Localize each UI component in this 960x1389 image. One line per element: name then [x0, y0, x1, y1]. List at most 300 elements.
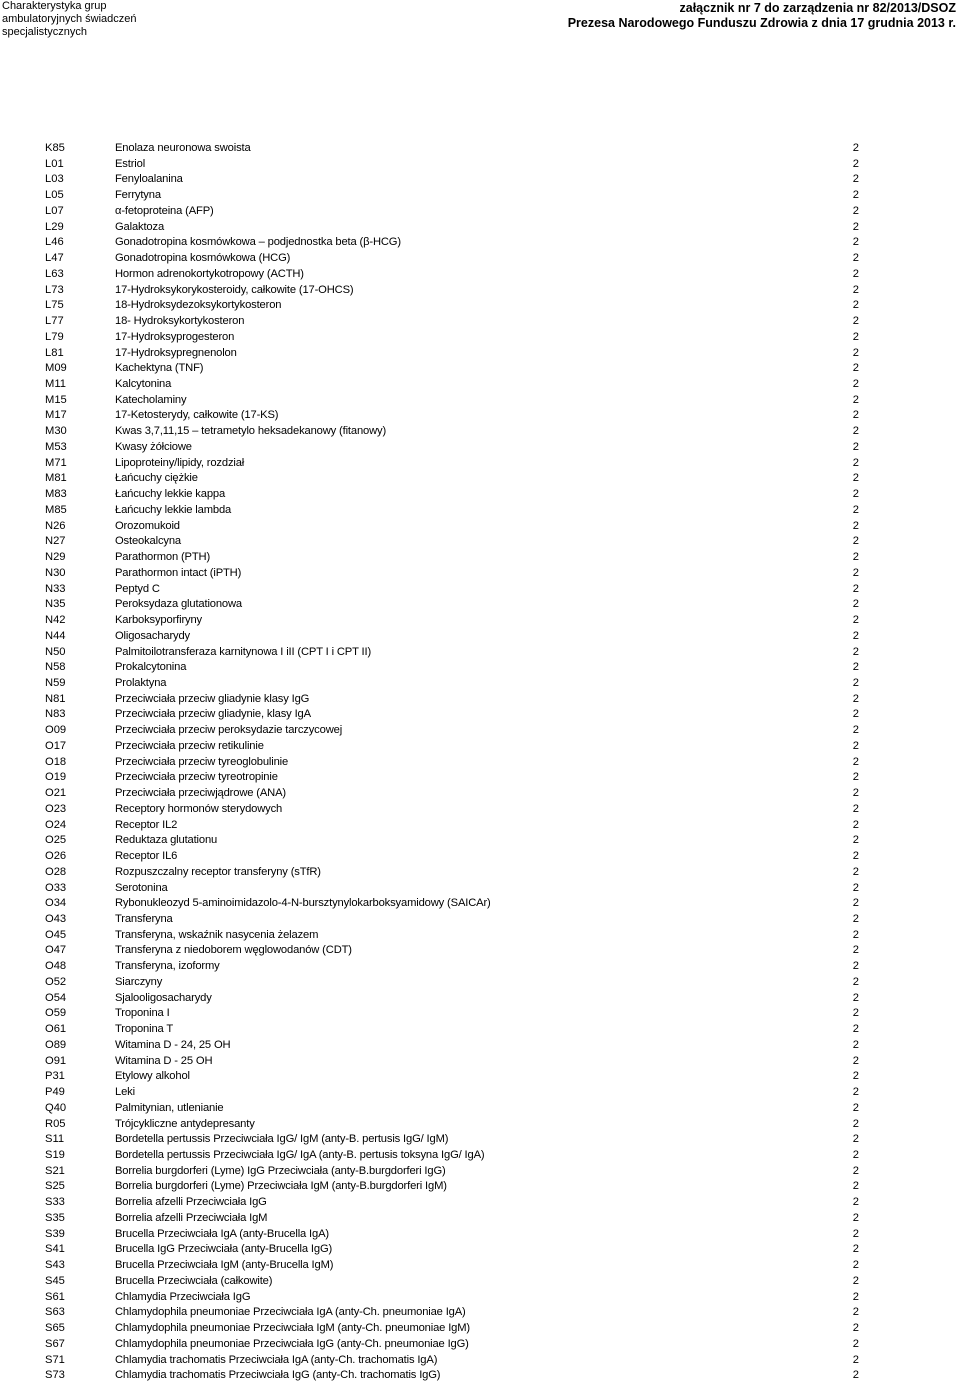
row-value: 2 — [852, 865, 859, 878]
row-code: O26 — [45, 850, 67, 863]
row-code: O23 — [45, 802, 67, 815]
table-row — [0, 393, 960, 409]
table-row — [0, 1337, 960, 1353]
table-row — [0, 1321, 960, 1337]
table-row — [0, 1006, 960, 1022]
row-name: Transferyna, izoformy — [115, 960, 220, 973]
row-code: O21 — [45, 787, 67, 800]
row-value: 2 — [852, 330, 859, 343]
row-name: Łańcuchy lekkie kappa — [115, 488, 226, 501]
table-row — [0, 1117, 960, 1133]
table-row — [0, 440, 960, 456]
row-code: Q40 — [45, 1101, 67, 1114]
row-code: O47 — [45, 944, 67, 957]
row-name: Sjalooligosacharydy — [115, 991, 212, 1004]
row-value: 2 — [852, 1149, 859, 1161]
row-name: 18- Hydroksykortykosteron — [115, 315, 245, 328]
table-row — [0, 235, 960, 251]
row-name: Prokalcytonina — [115, 661, 187, 674]
row-code: N83 — [45, 708, 66, 721]
table-row — [0, 1195, 960, 1211]
row-name: Kachektyna (TNF) — [115, 362, 204, 375]
row-code: M11 — [45, 378, 66, 391]
row-value: 2 — [852, 236, 859, 249]
row-code: L73 — [45, 283, 64, 296]
row-code: L01 — [45, 157, 64, 170]
row-code: N35 — [45, 598, 66, 611]
row-code: N26 — [45, 519, 66, 532]
row-name: Brucella Przeciwciała IgM (anty-Brucella IgM) — [115, 1259, 334, 1272]
row-value: 2 — [852, 755, 859, 768]
row-value: 2 — [852, 1353, 859, 1366]
table-row — [0, 204, 960, 220]
row-name: Chlamydophila pneumoniae Przeciwciała IgM (anty-Ch. pneumoniae IgM) — [115, 1322, 470, 1335]
row-name: Borrelia afzelli Przeciwciała IgG — [115, 1196, 267, 1209]
row-code: L07 — [45, 204, 64, 217]
row-code: N58 — [45, 661, 66, 674]
row-name: Rybonukleozyd 5-aminoimidazolo-4-N-bursztynylokarboksyamidowy (SAICAr) — [115, 897, 491, 910]
row-code: M81 — [45, 472, 67, 485]
row-name: Przeciwciała przeciw gliadynie, klasy IgA — [115, 708, 311, 721]
table-row — [0, 188, 960, 204]
row-name: Gonadotropina kosmówkowa (HCG) — [115, 252, 291, 265]
row-value: 2 — [852, 551, 859, 564]
table-row — [0, 991, 960, 1007]
row-code: O59 — [45, 1007, 67, 1020]
row-value: 2 — [852, 1007, 859, 1020]
row-code: S73 — [45, 1369, 65, 1382]
row-code: L05 — [45, 189, 64, 202]
row-name: Transferyna — [115, 912, 173, 925]
row-value: 2 — [852, 818, 859, 831]
table-row — [0, 865, 960, 881]
row-code: S63 — [45, 1306, 65, 1319]
row-value: 2 — [852, 739, 859, 752]
row-value: 2 — [852, 692, 859, 705]
row-value: 2 — [852, 157, 859, 170]
row-value: 2 — [852, 975, 859, 988]
row-value: 2 — [852, 802, 859, 815]
row-value: 2 — [852, 440, 859, 453]
row-value: 2 — [852, 346, 859, 359]
row-value: 2 — [852, 850, 859, 863]
row-name: 17-Ketosterydy, całkowite (17-KS) — [115, 409, 279, 422]
row-value: 2 — [852, 252, 859, 265]
row-code: S21 — [45, 1164, 65, 1177]
row-code: M71 — [45, 456, 67, 469]
table-row — [0, 1038, 960, 1054]
row-code: L75 — [45, 299, 64, 312]
row-value: 2 — [852, 1054, 859, 1067]
table-row — [0, 471, 960, 487]
row-name: Parathormon intact (iPTH) — [115, 566, 242, 579]
row-name: Brucella Przeciwciała (całkowite) — [115, 1274, 273, 1287]
row-code: M15 — [45, 393, 67, 406]
row-code: O18 — [45, 755, 67, 768]
table-row — [0, 786, 960, 802]
row-name: Ferrytyna — [115, 189, 161, 202]
table-row — [0, 1242, 960, 1258]
row-name: Przeciwciała przeciw gliadynie klasy IgG — [115, 692, 310, 705]
row-value: 2 — [852, 629, 859, 642]
table-row — [0, 597, 960, 613]
row-name: Reduktaza glutationu — [115, 834, 218, 847]
row-value: 2 — [852, 614, 859, 627]
row-value: 2 — [852, 535, 859, 548]
row-value: 2 — [852, 1322, 859, 1335]
row-value: 2 — [852, 1337, 859, 1350]
table-row — [0, 503, 960, 519]
row-code: S11 — [45, 1133, 65, 1146]
row-value: 2 — [852, 912, 859, 925]
table-row — [0, 943, 960, 959]
row-name: Chlamydophila pneumoniae Przeciwciała IgA (anty-Ch. pneumoniae IgA) — [115, 1306, 466, 1319]
row-code: O25 — [45, 834, 67, 847]
row-code: L63 — [45, 267, 64, 280]
row-name: Kalcytonina — [115, 378, 172, 391]
row-name: Palmitoilotransferaza karnitynowa I iII (CPT I i CPT II) — [115, 645, 372, 658]
row-name: Brucella IgG Przeciwciała (anty-Brucella IgG) — [115, 1243, 333, 1256]
table-row — [0, 346, 960, 362]
row-name: Przeciwciała przeciw peroksydazie tarczycowej — [115, 724, 343, 737]
table-row — [0, 1069, 960, 1085]
table-row — [0, 283, 960, 299]
row-name: Chlamydia Przeciwciała IgG — [115, 1290, 251, 1303]
row-value: 2 — [852, 1290, 859, 1303]
row-code: N50 — [45, 645, 66, 658]
row-code: S71 — [45, 1353, 65, 1366]
row-code: O43 — [45, 912, 67, 925]
row-value: 2 — [852, 1259, 859, 1272]
table-row — [0, 456, 960, 472]
row-value: 2 — [852, 519, 859, 532]
row-name: Peroksydaza glutationowa — [115, 598, 243, 611]
row-name: Bordetella pertussis Przeciwciała IgG/ IgM (anty-B. pertusis IgG/ IgM) — [115, 1133, 449, 1146]
row-value: 2 — [852, 708, 859, 721]
table-row — [0, 424, 960, 440]
header-right-line: Prezesa Narodowego Funduszu Zdrowia z dnia 17 grudnia 2013 r. — [567, 16, 956, 30]
table-row — [0, 975, 960, 991]
row-name: Transferyna z niedoborem węglowodanów (CDT) — [115, 944, 352, 957]
row-value: 2 — [852, 283, 859, 296]
table-row — [0, 298, 960, 314]
row-code: S67 — [45, 1337, 65, 1350]
row-code: N27 — [45, 535, 66, 548]
row-value: 2 — [852, 928, 859, 941]
table-row — [0, 723, 960, 739]
table-row — [0, 1305, 960, 1321]
row-code: N44 — [45, 629, 66, 642]
table-row — [0, 1368, 960, 1384]
row-name: Siarczyny — [115, 975, 163, 988]
row-name: Serotonina — [115, 881, 168, 894]
row-value: 2 — [852, 142, 859, 154]
table-row — [0, 141, 960, 157]
row-code: L77 — [45, 315, 64, 328]
row-value: 2 — [852, 944, 859, 957]
row-code: N42 — [45, 614, 66, 627]
row-name: Palmitynian, utlenianie — [115, 1101, 224, 1114]
row-code: O91 — [45, 1054, 67, 1067]
table-row — [0, 1054, 960, 1070]
row-name: Transferyna, wskaźnik nasycenia żelazem — [115, 928, 319, 941]
table-row — [0, 1132, 960, 1148]
row-name: Oligosacharydy — [115, 629, 191, 642]
row-code: O52 — [45, 975, 67, 988]
table-row — [0, 267, 960, 283]
table-row — [0, 629, 960, 645]
row-code: O34 — [45, 897, 67, 910]
table-row — [0, 928, 960, 944]
table-row — [0, 1211, 960, 1227]
row-value: 2 — [852, 787, 859, 800]
row-code: P49 — [45, 1086, 65, 1099]
row-code: M30 — [45, 425, 67, 438]
row-value: 2 — [852, 299, 859, 312]
table-row — [0, 534, 960, 550]
row-value: 2 — [852, 582, 859, 595]
row-code: S45 — [45, 1274, 65, 1287]
row-name: Receptor IL6 — [115, 850, 178, 863]
row-value: 2 — [852, 676, 859, 689]
table-row — [0, 1085, 960, 1101]
row-value: 2 — [852, 378, 859, 391]
row-code: S33 — [45, 1196, 65, 1209]
row-value: 2 — [852, 645, 859, 658]
row-name: 17-Hydroksyprogesteron — [115, 330, 235, 343]
row-code: L47 — [45, 252, 64, 265]
row-code: O33 — [45, 881, 67, 894]
row-value: 2 — [852, 315, 859, 328]
table-row — [0, 833, 960, 849]
table-row — [0, 896, 960, 912]
row-name: Parathormon (PTH) — [115, 551, 211, 564]
row-name: Witamina D - 25 OH — [115, 1054, 213, 1067]
row-name: Gonadotropina kosmówkowa – podjednostka beta (β-HCG) — [115, 236, 401, 249]
row-code: O24 — [45, 818, 67, 831]
row-name: Enolaza neuronowa swoista — [115, 142, 251, 154]
header-right-line: załącznik nr 7 do zarządzenia nr 82/2013/DSOZ — [679, 1, 956, 15]
row-name: 17-Hydroksypregnenolon — [115, 346, 237, 359]
row-code: M17 — [45, 409, 67, 422]
row-name: Łańcuchy lekkie lambda — [115, 503, 232, 516]
row-name: Witamina D - 24, 25 OH — [115, 1038, 231, 1051]
table-row — [0, 676, 960, 692]
table-row — [0, 566, 960, 582]
table-row — [0, 1353, 960, 1369]
row-value: 2 — [852, 362, 859, 375]
table-row — [0, 1179, 960, 1195]
table-row — [0, 550, 960, 566]
row-value: 2 — [852, 991, 859, 1004]
table-row — [0, 172, 960, 188]
row-value: 2 — [852, 1274, 859, 1287]
row-code: M85 — [45, 503, 67, 516]
row-value: 2 — [852, 204, 859, 217]
row-value: 2 — [852, 1086, 859, 1099]
table-row — [0, 519, 960, 535]
table-row — [0, 802, 960, 818]
row-value: 2 — [852, 1133, 859, 1146]
row-code: S25 — [45, 1180, 65, 1193]
row-name: α-fetoproteina (AFP) — [115, 204, 214, 217]
table-row — [0, 755, 960, 771]
row-code: L03 — [45, 173, 64, 186]
row-code: N29 — [45, 551, 66, 564]
row-value: 2 — [852, 1180, 859, 1193]
row-code: L81 — [45, 346, 64, 359]
row-code: M53 — [45, 440, 67, 453]
row-name: Receptory hormonów sterydowych — [115, 802, 283, 815]
table-row — [0, 1274, 960, 1290]
row-value: 2 — [852, 1101, 859, 1114]
row-value: 2 — [852, 1117, 859, 1130]
row-name: Etylowy alkohol — [115, 1070, 190, 1083]
row-name: Kwas 3,7,11,15 – tetrametylo heksadekanowy (fitanowy) — [115, 425, 387, 438]
row-value: 2 — [852, 1038, 859, 1051]
row-name: Chlamydophila pneumoniae Przeciwciała IgG (anty-Ch. pneumoniae IgG) — [115, 1337, 469, 1350]
row-name: Receptor IL2 — [115, 818, 178, 831]
table-row — [0, 408, 960, 424]
row-value: 2 — [852, 960, 859, 973]
row-value: 2 — [852, 472, 859, 485]
row-code: N33 — [45, 582, 66, 595]
row-value: 2 — [852, 834, 859, 847]
row-value: 2 — [852, 566, 859, 579]
table-row — [0, 1227, 960, 1243]
procedure-table — [0, 141, 960, 1384]
row-value: 2 — [852, 1023, 859, 1036]
table-row — [0, 660, 960, 676]
row-code: M83 — [45, 488, 67, 501]
row-name: Orozomukoid — [115, 519, 180, 532]
row-name: Karboksyporfiryny — [115, 614, 202, 627]
row-code: L46 — [45, 236, 64, 249]
table-row — [0, 770, 960, 786]
header-left-line: ambulatoryjnych świadczeń — [2, 13, 137, 25]
row-code: S65 — [45, 1322, 65, 1335]
row-value: 2 — [852, 1211, 859, 1224]
row-name: Borrelia burgdorferi (Lyme) Przeciwciała IgM (anty-B.burgdorferi IgM) — [115, 1180, 447, 1193]
table-row — [0, 157, 960, 173]
row-code: O17 — [45, 739, 67, 752]
row-value: 2 — [852, 456, 859, 469]
row-name: Przeciwciała przeciwjądrowe (ANA) — [115, 787, 286, 800]
row-value: 2 — [852, 1070, 859, 1083]
row-code: L29 — [45, 220, 64, 233]
row-value: 2 — [852, 409, 859, 422]
row-code: S43 — [45, 1259, 65, 1272]
row-code: S41 — [45, 1243, 65, 1256]
document-header-right — [568, 1, 956, 31]
row-value: 2 — [852, 425, 859, 438]
row-value: 2 — [852, 771, 859, 784]
table-row — [0, 881, 960, 897]
table-row — [0, 1148, 960, 1164]
row-name: Peptyd C — [115, 582, 160, 595]
row-name: Przeciwciała przeciw tyreotropinie — [115, 771, 278, 784]
row-value: 2 — [852, 661, 859, 674]
row-name: Leki — [115, 1086, 135, 1099]
row-name: Troponina I — [115, 1007, 170, 1020]
row-code: O19 — [45, 771, 67, 784]
row-value: 2 — [852, 598, 859, 611]
table-row — [0, 1164, 960, 1180]
row-name: Estriol — [115, 157, 146, 170]
row-name: Hormon adrenokortykotropowy (ACTH) — [115, 267, 304, 280]
row-value: 2 — [852, 267, 859, 280]
row-value: 2 — [852, 1243, 859, 1256]
row-code: O61 — [45, 1023, 67, 1036]
table-row — [0, 912, 960, 928]
row-name: Brucella Przeciwciała IgA (anty-Brucella IgA) — [115, 1227, 329, 1240]
table-row — [0, 251, 960, 267]
row-name: Rozpuszczalny receptor transferyny (sTfR) — [115, 865, 321, 878]
row-value: 2 — [852, 881, 859, 894]
row-name: Chlamydia trachomatis Przeciwciała IgA (anty-Ch. trachomatis IgA) — [115, 1353, 438, 1366]
row-code: M09 — [45, 362, 67, 375]
table-row — [0, 1258, 960, 1274]
row-name: Prolaktyna — [115, 676, 167, 689]
row-name: 18-Hydroksydezoksykortykosteron — [115, 299, 282, 312]
table-row — [0, 314, 960, 330]
row-name: Łańcuchy ciężkie — [115, 472, 198, 485]
row-code: O45 — [45, 928, 67, 941]
row-value: 2 — [852, 488, 859, 501]
table-row — [0, 330, 960, 346]
row-value: 2 — [852, 173, 859, 186]
row-code: L79 — [45, 330, 64, 343]
table-row — [0, 707, 960, 723]
table-row — [0, 613, 960, 629]
row-value: 2 — [852, 1164, 859, 1177]
row-value: 2 — [852, 1227, 859, 1240]
table-row — [0, 582, 960, 598]
row-code: S39 — [45, 1227, 65, 1240]
row-code: O89 — [45, 1038, 67, 1051]
header-left-line: Charakterystyka grup — [2, 0, 107, 12]
row-code: N59 — [45, 676, 66, 689]
row-name: Chlamydia trachomatis Przeciwciała IgG (anty-Ch. trachomatis IgG) — [115, 1369, 441, 1382]
row-code: S19 — [45, 1149, 65, 1161]
row-code: S61 — [45, 1290, 65, 1303]
table-row — [0, 220, 960, 236]
row-name: Kwasy żółciowe — [115, 440, 192, 453]
row-name: Galaktoza — [115, 220, 165, 233]
row-value: 2 — [852, 220, 859, 233]
document-header-left — [2, 0, 137, 39]
row-name: Osteokalcyna — [115, 535, 181, 548]
header-left-line: specjalistycznych — [2, 26, 87, 38]
row-name: Katecholaminy — [115, 393, 187, 406]
row-name: Fenyloalanina — [115, 173, 183, 186]
row-name: Przeciwciała przeciw tyreoglobulinie — [115, 755, 289, 768]
table-row — [0, 739, 960, 755]
row-code: K85 — [45, 142, 65, 154]
table-row — [0, 487, 960, 503]
table-row — [0, 692, 960, 708]
table-row — [0, 377, 960, 393]
table-row — [0, 959, 960, 975]
row-code: O28 — [45, 865, 67, 878]
row-name: Trójcykliczne antydepresanty — [115, 1117, 255, 1130]
row-value: 2 — [852, 897, 859, 910]
row-value: 2 — [852, 189, 859, 202]
row-code: S35 — [45, 1211, 65, 1224]
row-value: 2 — [852, 724, 859, 737]
row-name: Lipoproteiny/lipidy, rozdział — [115, 456, 245, 469]
row-name: Borrelia burgdorferi (Lyme) IgG Przeciwciała (anty-B.burgdorferi IgG) — [115, 1164, 446, 1177]
